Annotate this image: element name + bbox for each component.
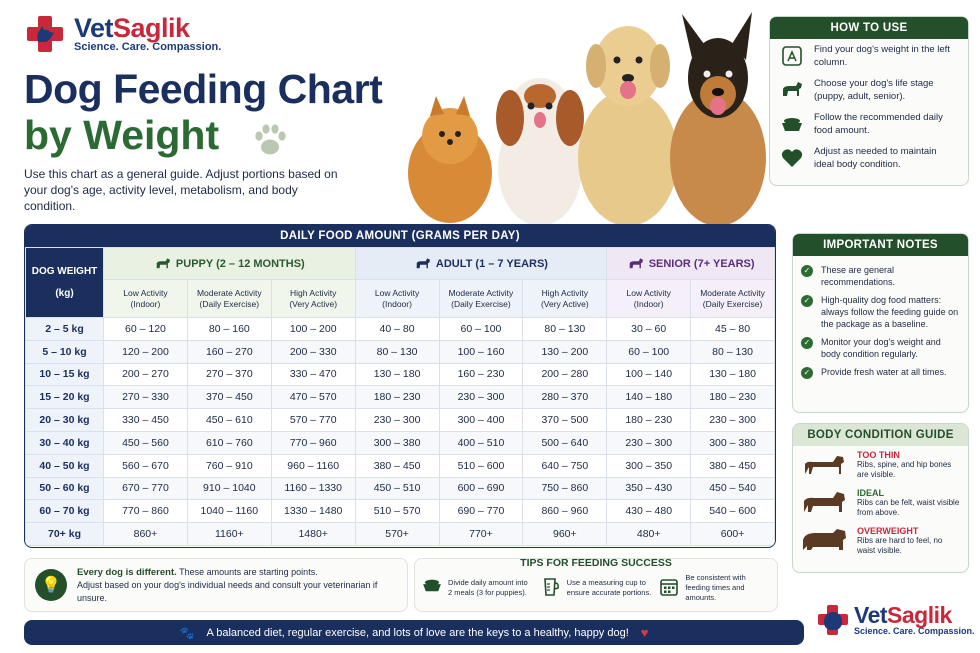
important-notes-panel — [792, 233, 969, 413]
amount-cell: 450 – 540 — [691, 477, 775, 500]
table-row — [26, 477, 775, 500]
amount-cell: 140 – 180 — [607, 386, 691, 409]
tip-item: Divide daily amount into 2 meals (3 for puppies). — [421, 573, 534, 603]
how-to-step-text: Find your dog's weight in the left column. — [814, 44, 950, 68]
note-item: ✓ High-quality dog food matters: always follow the feeding guide on the package as a baseline. — [793, 291, 968, 333]
amount-cell: 200 – 330 — [271, 340, 355, 363]
amount-cell: 860 – 960 — [523, 500, 607, 523]
activity-subheader: High Activity (Very Active) — [271, 280, 355, 318]
amount-cell: 270 – 370 — [187, 363, 271, 386]
amount-cell: 600 – 690 — [439, 477, 523, 500]
amount-cell: 300 – 380 — [355, 431, 439, 454]
brand-tagline: Science. Care. Compassion. — [854, 626, 975, 636]
ideal-dog-icon — [799, 490, 851, 516]
weight-cell: 40 – 50 kg — [26, 454, 104, 477]
bowl-icon — [421, 577, 443, 599]
how-to-step — [770, 107, 968, 141]
amount-cell: 300 – 380 — [691, 431, 775, 454]
amount-cell: 120 – 200 — [104, 340, 188, 363]
amount-cell: 370 – 450 — [187, 386, 271, 409]
amount-cell: 450 – 610 — [187, 409, 271, 432]
overweight-dog-icon — [799, 528, 851, 554]
amount-cell: 100 – 140 — [607, 363, 691, 386]
check-icon: ✓ — [801, 337, 813, 349]
amount-cell: 560 – 670 — [104, 454, 188, 477]
condition-label: OVERWEIGHT — [857, 526, 919, 536]
activity-subheader: High Activity (Very Active) — [523, 280, 607, 318]
check-icon: ✓ — [801, 367, 813, 379]
amount-cell: 910 – 1040 — [187, 477, 271, 500]
amount-cell: 200 – 270 — [104, 363, 188, 386]
senior-dog-icon — [627, 257, 645, 271]
condition-desc: Ribs can be felt, waist visible from above. — [857, 498, 960, 517]
intro-text: Use this chart as a general guide. Adjust portions based on your dog's age, activity level, metabolism, and body condition. — [24, 167, 338, 213]
vet-cross-logo-icon — [816, 604, 850, 636]
puppy-dog-icon — [154, 257, 172, 271]
amount-cell: 180 – 230 — [607, 409, 691, 432]
brand-logo — [24, 14, 221, 54]
tips-panel — [414, 558, 778, 612]
amount-cell: 80 – 130 — [355, 340, 439, 363]
amount-cell: 450 – 510 — [355, 477, 439, 500]
every-dog-rest: These amounts are starting points. — [176, 566, 318, 577]
amount-cell: 45 – 80 — [691, 318, 775, 341]
table-row — [26, 409, 775, 432]
note-item: ✓ Monitor your dog's weight and body condition regularly. — [793, 333, 968, 363]
check-icon: ✓ — [801, 265, 813, 277]
weight-cell: 15 – 20 kg — [26, 386, 104, 409]
important-notes-title: IMPORTANT NOTES — [793, 234, 968, 256]
every-dog-bold: Every dog is different. — [77, 566, 177, 578]
table-row — [26, 340, 775, 363]
how-to-step-text: Adjust as needed to maintain ideal body condition. — [814, 146, 937, 170]
every-dog-note — [24, 558, 408, 612]
tips-title: TIPS FOR FEEDING SUCCESS — [520, 557, 672, 569]
amount-cell: 1160 – 1330 — [271, 477, 355, 500]
table-title: DAILY FOOD AMOUNT (GRAMS PER DAY) — [25, 225, 775, 247]
amount-cell: 230 – 300 — [691, 409, 775, 432]
amount-cell: 230 – 300 — [355, 409, 439, 432]
puppy-group-header: PUPPY (2 – 12 MONTHS) — [104, 248, 356, 280]
amount-cell: 760 – 910 — [187, 454, 271, 477]
how-to-step-text: Choose your dog's life stage (puppy, adult, senior). — [814, 78, 934, 102]
dog-icon — [780, 78, 804, 102]
amount-cell: 480+ — [607, 523, 691, 546]
brand-name: VetSaglik — [854, 602, 952, 628]
table-row — [26, 363, 775, 386]
tip-item: Be consistent with feeding times and amounts. — [658, 573, 771, 603]
paw-print-icon — [250, 120, 290, 160]
amount-cell: 570+ — [355, 523, 439, 546]
amount-cell: 1330 – 1480 — [271, 500, 355, 523]
amount-cell: 370 – 500 — [523, 409, 607, 432]
feeding-grid — [25, 247, 775, 546]
brand-logo-footer — [816, 604, 975, 636]
footer-banner — [24, 620, 804, 645]
bowl-icon — [780, 112, 804, 136]
dogs-photo — [400, 8, 770, 226]
activity-subheader: Low Activity (Indoor) — [607, 280, 691, 318]
note-item: ✓ Provide fresh water at all times. — [793, 363, 968, 382]
amount-cell: 350 – 430 — [607, 477, 691, 500]
condition-desc: Ribs, spine, and hip bones are visible. — [857, 460, 952, 479]
amount-cell: 100 – 200 — [271, 318, 355, 341]
amount-cell: 600+ — [691, 523, 775, 546]
weight-cell: 10 – 15 kg — [26, 363, 104, 386]
amount-cell: 770+ — [439, 523, 523, 546]
condition-label: TOO THIN — [857, 450, 900, 460]
body-condition-panel — [792, 423, 969, 573]
adult-dog-icon — [414, 257, 432, 271]
activity-subheader: Low Activity (Indoor) — [355, 280, 439, 318]
amount-cell: 180 – 230 — [355, 386, 439, 409]
how-to-step-text: Follow the recommended daily food amount. — [814, 112, 943, 136]
table-row — [26, 500, 775, 523]
page-subtitle: by Weight — [24, 112, 220, 158]
table-row — [26, 318, 775, 341]
weight-cell: 2 – 5 kg — [26, 318, 104, 341]
amount-cell: 1160+ — [187, 523, 271, 546]
how-to-use-title: HOW TO USE — [770, 17, 968, 39]
weight-cell: 30 – 40 kg — [26, 431, 104, 454]
amount-cell: 100 – 160 — [439, 340, 523, 363]
amount-cell: 1040 – 1160 — [187, 500, 271, 523]
weight-cell: 70+ kg — [26, 523, 104, 546]
thin-dog-icon — [799, 452, 851, 478]
weight-cell: 5 – 10 kg — [26, 340, 104, 363]
note-item: ✓ These are general recommendations. — [793, 261, 968, 291]
table-row — [26, 454, 775, 477]
amount-cell: 330 – 450 — [104, 409, 188, 432]
condition-desc: Ribs are hard to feel, no waist visible. — [857, 536, 943, 555]
amount-cell: 30 – 60 — [607, 318, 691, 341]
weight-cell: 60 – 70 kg — [26, 500, 104, 523]
table-row — [26, 523, 775, 546]
amount-cell: 300 – 350 — [607, 454, 691, 477]
activity-subheader: Moderate Activity (Daily Exercise) — [691, 280, 775, 318]
amount-cell: 750 – 860 — [523, 477, 607, 500]
amount-cell: 960 – 1160 — [271, 454, 355, 477]
amount-cell: 450 – 560 — [104, 431, 188, 454]
amount-cell: 570 – 770 — [271, 409, 355, 432]
amount-cell: 80 – 130 — [523, 318, 607, 341]
amount-cell: 1480+ — [271, 523, 355, 546]
table-row — [26, 386, 775, 409]
amount-cell: 300 – 400 — [439, 409, 523, 432]
check-icon: ✓ — [801, 295, 813, 307]
weight-cell: 20 – 30 kg — [26, 409, 104, 432]
amount-cell: 860+ — [104, 523, 188, 546]
every-dog-line2: Adjust based on your dog's individual needs and consult your veterinarian if unsure. — [77, 579, 378, 603]
brand-name: VetSaglik — [74, 13, 190, 43]
amount-cell: 380 – 450 — [691, 454, 775, 477]
how-to-step — [770, 39, 968, 73]
how-to-use-panel — [769, 16, 969, 186]
amount-cell: 770 – 960 — [271, 431, 355, 454]
amount-cell: 400 – 510 — [439, 431, 523, 454]
amount-cell: 770 – 860 — [104, 500, 188, 523]
amount-cell: 160 – 230 — [439, 363, 523, 386]
amount-cell: 130 – 180 — [691, 363, 775, 386]
activity-subheader: Low Activity (Indoor) — [104, 280, 188, 318]
measuring-cup-icon — [540, 577, 562, 599]
senior-group-header: SENIOR (7+ YEARS) — [607, 248, 775, 280]
amount-cell: 510 – 570 — [355, 500, 439, 523]
adult-group-header: ADULT (1 – 7 YEARS) — [355, 248, 607, 280]
vet-cross-logo-icon — [24, 14, 68, 54]
amount-cell: 540 – 600 — [691, 500, 775, 523]
amount-cell: 960+ — [523, 523, 607, 546]
amount-cell: 670 – 770 — [104, 477, 188, 500]
heart-icon — [780, 146, 804, 170]
heart-icon: ♥ — [640, 625, 649, 640]
footer-text: A balanced diet, regular exercise, and lots of love are the keys to a healthy, happy dog! — [206, 626, 629, 639]
weight-column-header: DOG WEIGHT (kg) — [26, 248, 104, 318]
body-condition-item — [793, 522, 968, 560]
weight-cell: 50 – 60 kg — [26, 477, 104, 500]
amount-cell: 80 – 160 — [187, 318, 271, 341]
body-condition-item — [793, 446, 968, 484]
activity-subheader: Moderate Activity (Daily Exercise) — [187, 280, 271, 318]
page-title: Dog Feeding Chart — [24, 66, 383, 112]
amount-cell: 60 – 120 — [104, 318, 188, 341]
amount-cell: 130 – 200 — [523, 340, 607, 363]
lightbulb-icon: 💡 — [35, 569, 67, 601]
amount-cell: 280 – 370 — [523, 386, 607, 409]
how-to-step — [770, 73, 968, 107]
amount-cell: 500 – 640 — [523, 431, 607, 454]
scale-icon — [780, 44, 804, 68]
amount-cell: 270 – 330 — [104, 386, 188, 409]
amount-cell: 40 – 80 — [355, 318, 439, 341]
amount-cell: 510 – 600 — [439, 454, 523, 477]
amount-cell: 690 – 770 — [439, 500, 523, 523]
activity-subheader: Moderate Activity (Daily Exercise) — [439, 280, 523, 318]
calendar-icon — [658, 577, 680, 599]
amount-cell: 610 – 760 — [187, 431, 271, 454]
amount-cell: 380 – 450 — [355, 454, 439, 477]
condition-label: IDEAL — [857, 488, 884, 498]
amount-cell: 230 – 300 — [607, 431, 691, 454]
amount-cell: 60 – 100 — [439, 318, 523, 341]
brand-tagline: Science. Care. Compassion. — [74, 41, 222, 53]
paw-icon: 🐾 — [179, 625, 195, 640]
body-condition-item — [793, 484, 968, 522]
amount-cell: 640 – 750 — [523, 454, 607, 477]
amount-cell: 60 – 100 — [607, 340, 691, 363]
table-row — [26, 431, 775, 454]
amount-cell: 130 – 180 — [355, 363, 439, 386]
amount-cell: 470 – 570 — [271, 386, 355, 409]
amount-cell: 180 – 230 — [691, 386, 775, 409]
amount-cell: 430 – 480 — [607, 500, 691, 523]
tip-item: Use a measuring cup to ensure accurate portions. — [540, 573, 653, 603]
amount-cell: 80 – 130 — [691, 340, 775, 363]
feeding-table — [24, 224, 776, 548]
amount-cell: 330 – 470 — [271, 363, 355, 386]
body-condition-title: BODY CONDITION GUIDE — [793, 424, 968, 446]
amount-cell: 200 – 280 — [523, 363, 607, 386]
amount-cell: 160 – 270 — [187, 340, 271, 363]
amount-cell: 230 – 300 — [439, 386, 523, 409]
how-to-step — [770, 141, 968, 175]
